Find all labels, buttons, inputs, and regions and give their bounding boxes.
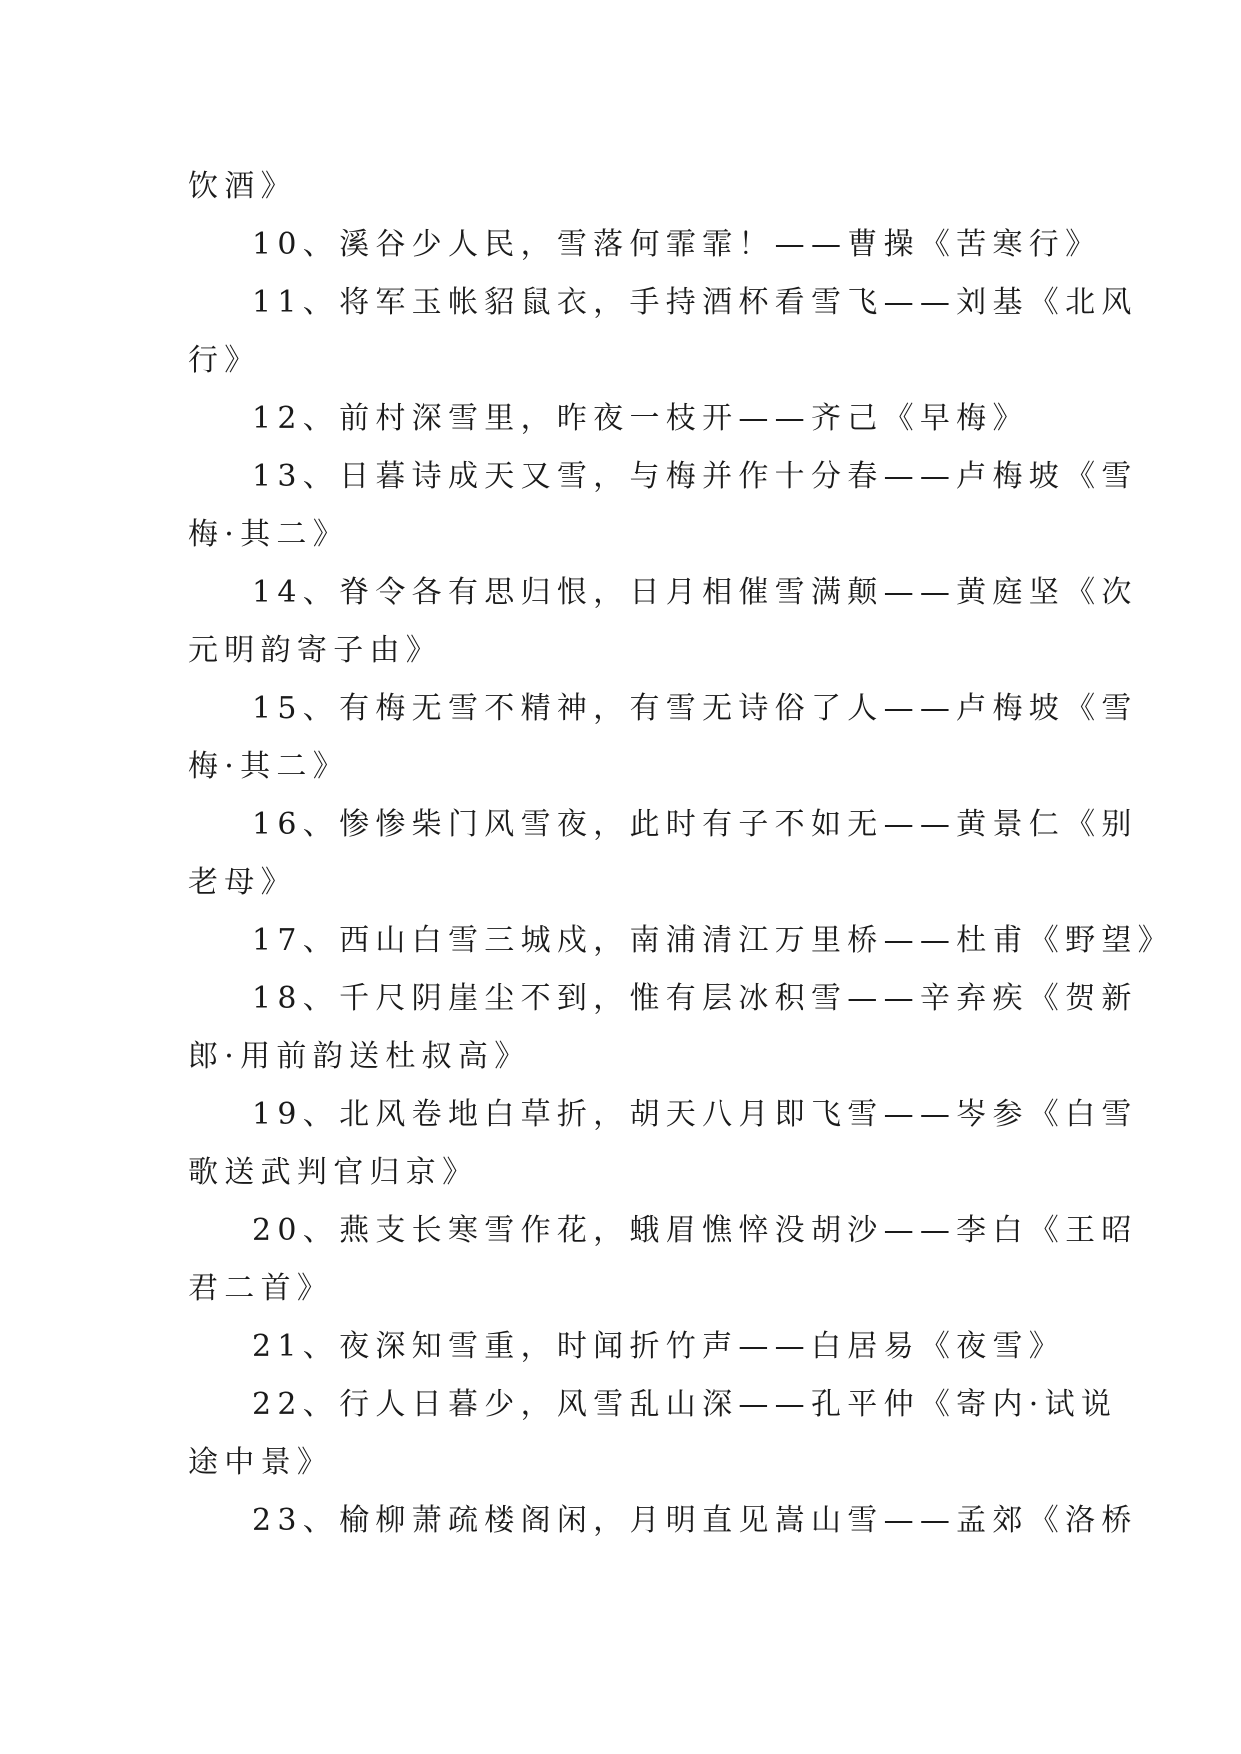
text-line: 君二首》	[188, 1271, 334, 1306]
text-line: 梅·其二》	[188, 749, 350, 784]
text-line: 11、将军玉帐貂鼠衣，手持酒杯看雪飞——刘基《北风	[252, 285, 1138, 320]
text-line: 郎·用前韵送杜叔高》	[188, 1039, 531, 1074]
text-line: 20、燕支长寒雪作花，蛾眉憔悴没胡沙——李白《王昭	[252, 1213, 1138, 1248]
text-line: 途中景》	[188, 1445, 334, 1480]
text-line: 23、榆柳萧疏楼阁闲，月明直见嵩山雪——孟郊《洛桥	[252, 1503, 1138, 1538]
text-line: 10、溪谷少人民，雪落何霏霏！——曹操《苦寒行》	[252, 227, 1102, 262]
text-line: 15、有梅无雪不精神，有雪无诗俗了人——卢梅坡《雪	[252, 691, 1138, 726]
text-line: 21、夜深知雪重，时闻折竹声——白居易《夜雪》	[252, 1329, 1066, 1364]
text-line: 13、日暮诗成天又雪，与梅并作十分春——卢梅坡《雪	[252, 459, 1138, 494]
text-line: 歌送武判官归京》	[188, 1155, 479, 1190]
text-line: 元明韵寄子由》	[188, 633, 443, 668]
text-line: 22、行人日暮少，风雪乱山深——孔平仲《寄内·试说	[252, 1387, 1118, 1422]
text-line: 14、脊令各有思归恨，日月相催雪满颠——黄庭坚《次	[252, 575, 1138, 610]
text-line: 梅·其二》	[188, 517, 350, 552]
text-line: 12、前村深雪里，昨夜一枝开——齐己《早梅》	[252, 401, 1029, 436]
poem-list	[188, 158, 1174, 1550]
text-line: 行》	[188, 343, 261, 378]
text-line: 饮酒》	[188, 169, 297, 204]
text-line: 19、北风卷地白草折，胡天八月即飞雪——岑参《白雪	[252, 1097, 1138, 1132]
text-line: 老母》	[188, 865, 297, 900]
text-line: 17、西山白雪三城戍，南浦清江万里桥——杜甫《野望》	[252, 923, 1174, 958]
text-line: 16、惨惨柴门风雪夜，此时有子不如无——黄景仁《别	[252, 807, 1138, 842]
text-line: 18、千尺阴崖尘不到，惟有层冰积雪——辛弃疾《贺新	[252, 981, 1138, 1016]
